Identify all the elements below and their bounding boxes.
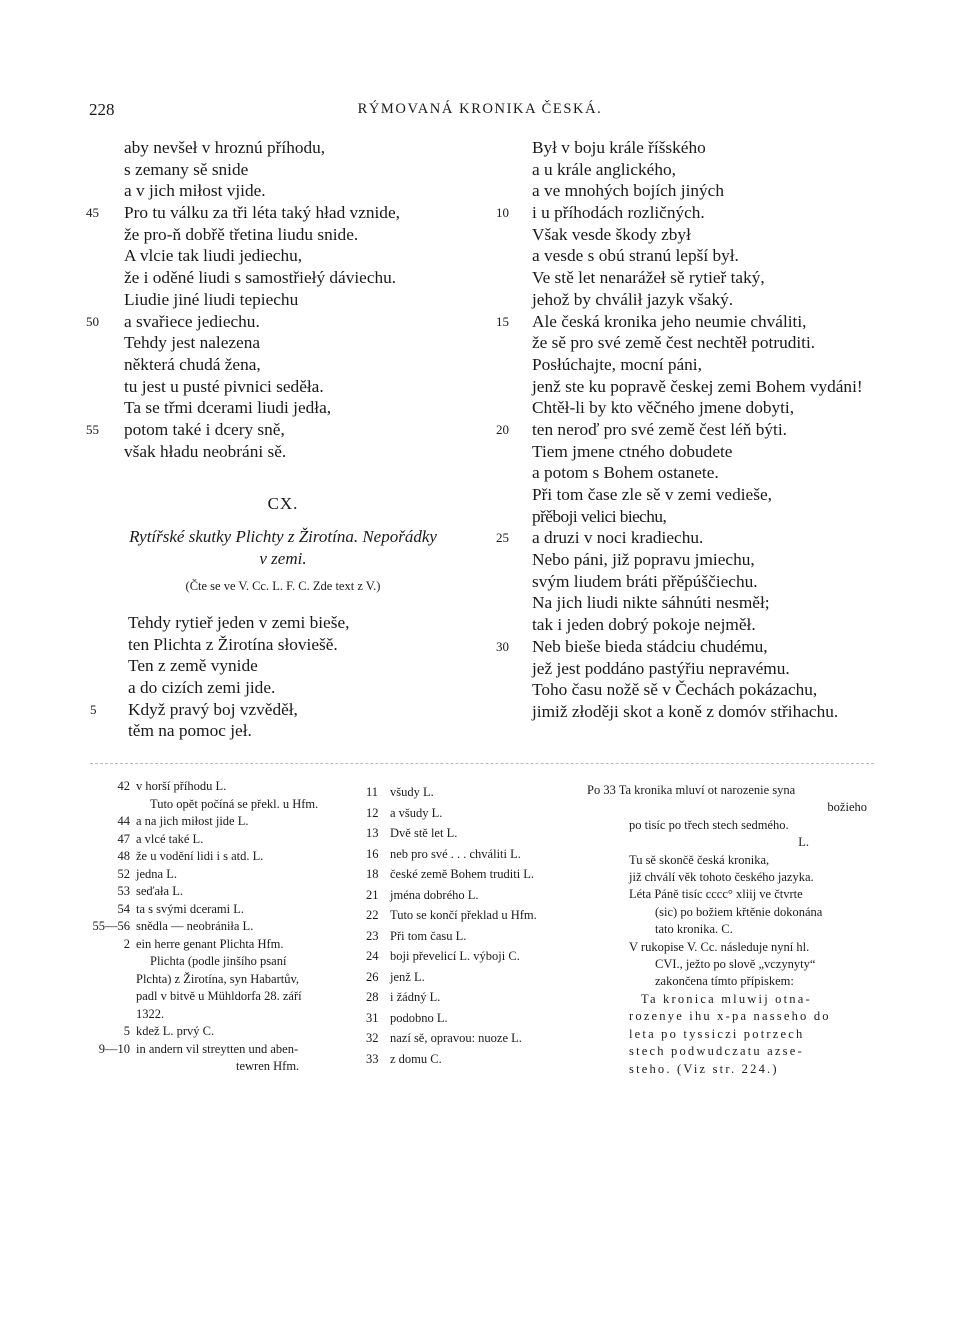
footnote-text: všudy L. [390,785,434,799]
footnote-text: seďała L. [136,884,183,898]
verse-line [532,441,877,463]
footnote-text: 1322. [136,1006,165,1021]
verse-line [532,354,877,376]
footnote-text: z domu C. [390,1051,442,1066]
footnote-text: snědla — neobrániła L. [136,919,254,933]
footnote [88,831,356,849]
footnote-line: po tisíc po třech stech sedmého. [629,817,789,832]
chapter-verse-column [90,612,488,742]
verse-text: a u krále anglického, [532,159,676,179]
footnote-line: V rukopise V. Cc. následuje nyní hl. [629,939,810,954]
footnote-ref [88,988,136,1006]
footnote-ref: 52 [117,866,130,881]
footnote [366,864,598,885]
verse-text: ten Plichta z Žirotína słoviešě. [128,634,338,654]
page-number: 228 [89,100,115,119]
chapter-title: Rytířské skutky Plichty z Žirotína. Nepořádky [129,527,437,546]
footnote-text: a všudy L. [390,805,443,820]
right-verse-column [496,137,877,853]
footnote-ref: 28 [366,990,379,1004]
footnote-text: ein herre genant Plichta Hfm. [136,936,284,951]
verse-line [532,180,877,202]
running-title: RÝMOVANÁ KRONIKA ČESKÁ. [357,101,603,117]
footnote [88,1006,356,1024]
footnote [88,918,356,936]
verse-text: Tehdy jest nalezena [124,333,261,353]
footnote [88,971,356,989]
verse-text: že i oděné liudi s samostřiełý dáviechu. [124,268,397,288]
footnote-ref: 16 [366,846,379,861]
verse-text: Ta se třmi dcerami liudi jedła, [124,398,332,418]
verse-text: Na jich liudi nikte sáhnúti nesměł; [532,593,770,613]
verse-line [532,614,877,636]
footnote [88,813,356,831]
verse-text: potom také i dcery sně, [124,419,285,439]
verse-text: tak i jeden dobrý pokoje nejměł. [532,615,756,635]
verse-line [532,289,877,311]
verse-text: Ve stě let nenarážeł sě rytieř taký, [532,268,765,288]
footnote [366,905,598,926]
footnote-line: Po 33 Ta kronika mluví ot narozenie syna [587,783,796,797]
verse-text: Pro tu válku za tři léta taký hład vznide, [124,203,400,223]
footnote-ref: 33 [366,1051,379,1066]
verse-text: Toho času nožě sě v Čechách pokázachu, [532,680,818,700]
footnotes-middle [366,782,598,1069]
footnote-ref: 32 [366,1031,379,1045]
footnote [88,1058,356,1076]
verse-line [532,397,877,419]
footnote-ref: 12 [366,805,379,820]
verse-line [128,655,488,677]
footnote [366,987,598,1008]
footnote-line: leta po tyssiczi potrzech [629,1026,805,1041]
footnote [88,778,356,796]
verse-text: aby nevšeł v hroznú příhodu, [124,138,326,157]
footnote-ref: 13 [366,826,379,840]
verse-line [532,224,877,246]
footnote [88,796,356,814]
verse-text: jimiž złoději skot a koně z domóv střihachu. [532,701,839,721]
footnote-text: jenž L. [390,969,425,984]
footnote-text: jedna L. [136,866,177,881]
footnote-ref: 11 [366,785,379,799]
footnote [88,1023,356,1041]
footnote-ref: 18 [366,867,379,881]
verse-line [496,419,877,441]
line-number: 5 [90,701,97,717]
footnote-line: (sic) po božiem křtěnie dokonána [655,904,823,919]
verse-text: že sě pro své země čest nechtěł potruditi. [532,333,816,353]
footnote-ref: 5 [123,1024,130,1038]
verse-line [124,180,484,202]
verse-text: A vlcie tak liudi jediechu, [124,246,303,266]
verse-text: s zemany sě snide [124,159,249,179]
footnote-ref: 23 [366,928,379,943]
footnote [366,782,598,803]
verse-text: a do cizích zemi jide. [128,678,276,698]
verse-line [128,677,488,699]
verse-line [496,527,877,549]
footnote [366,1049,598,1070]
footnote-text: nazí sě, opravou: nuoze L. [390,1031,522,1045]
verse-text: Neb bieše bieda stádciu chudému, [532,636,768,656]
verse-text: však hładu neobráni sě. [124,441,287,461]
footnote-line: steho. (Viz str. 224.) [629,1061,779,1076]
footnote-text: a vlcé také L. [136,831,204,846]
verse-text: Ten z země vynide [128,656,258,676]
verse-line [532,137,877,159]
line-number: 55 [86,421,99,437]
verse-text: a vesde s obú stranú lepší był. [532,246,739,266]
verse-text: Nebo páni, již popravu jmiechu, [532,550,755,570]
line-number: 10 [496,205,509,221]
footnote [88,936,356,954]
verse-line [496,636,877,658]
footnote-text: v horší příhodu L. [136,779,227,793]
footnote-ref: 55—56 [92,919,130,933]
chapter-source-note: (Čte se ve V. Cc. L. F. C. Zde text z V.) [185,579,381,593]
footnote-text: tewren Hfm. [236,1059,300,1073]
verse-text: některá chudá žena, [124,354,261,374]
footnote [366,926,598,947]
footnote-text: ta s svými dcerami L. [136,901,244,916]
verse-line [532,484,877,506]
verse-line [532,462,877,484]
footnote-ref: 22 [366,908,379,922]
verse-line [86,202,484,224]
line-number: 25 [496,530,509,546]
footnote-line: Léta Páně tisíc cccc° xliij ve čtvrte [629,887,803,902]
footnote [366,803,598,824]
footnote-line: Ta kronica mluwij otna- [641,991,812,1006]
footnote-text: Plchta) z Žirotína, syn Habartův, [136,971,300,986]
footnote [88,988,356,1006]
verse-line [128,612,488,634]
line-number: 45 [86,205,99,221]
verse-line [124,245,484,267]
verse-text: jenž ste ku popravě českej zemi Bohem vydáni! [532,376,863,396]
footnote [88,1041,356,1059]
footnote-text: a na jich miłost jide L. [136,814,249,828]
verse-line [532,549,877,571]
footnote-text: neb pro své . . . chváliti L. [390,846,521,861]
verse-text: Tiem jmene ctného dobudete [532,441,733,461]
verse-line [90,699,488,721]
chapter-number: CX. [267,494,299,513]
footnote-line: božieho [827,800,867,815]
footnote-ref [88,971,136,989]
verse-line [124,159,484,181]
verse-line [532,592,877,614]
verse-line [86,419,484,441]
footnotes-left [88,778,356,1076]
footnote-text: in andern vil streytten und aben- [136,1041,299,1056]
footnote-ref: 44 [117,814,130,828]
footnote-ref: 42 [117,779,130,793]
verse-text: a ve mnohých bojích jiných [532,181,724,201]
footnote-line: zakončena tímto přípiskem: [655,974,794,989]
footnote-ref: 54 [117,901,130,916]
footnote-text: i žádný L. [390,990,441,1004]
verse-text: Posłúchajte, mocní páni, [532,354,702,374]
verse-text: Tehdy rytieř jeden v zemi bieše, [128,613,350,632]
footnote-divider [90,763,874,764]
verse-line [124,354,484,376]
verse-line [532,723,877,745]
verse-text: a v jich miłost vjide. [124,181,266,201]
verse-line [124,376,484,398]
verse-text: a svařiece jediechu. [124,311,260,331]
footnote-ref: 31 [366,1010,379,1025]
footnote-ref: 24 [366,949,379,963]
verse-line [124,137,484,159]
footnote [88,901,356,919]
footnote-text: jména dobrého L. [390,887,479,902]
verse-text: svým liudem bráti přěpúščiechu. [532,571,758,591]
verse-line [124,267,484,289]
verse-line [532,701,877,723]
footnote-ref: 48 [117,849,130,863]
verse-line [532,332,877,354]
footnote-ref: 47 [117,831,130,846]
footnote [88,866,356,884]
footnote [88,883,356,901]
verse-text: přěboji velici biechu, [532,506,667,526]
footnote-ref [88,953,136,971]
footnote-text: Tuto opět počíná se překl. u Hfm. [150,796,319,811]
verse-line [124,289,484,311]
footnote-line: stech podwudczatu azse- [629,1044,804,1059]
footnotes-right [587,782,873,1078]
verse-line [532,571,877,593]
footnote [366,844,598,865]
footnote-ref: 9—10 [98,1041,130,1056]
footnote-ref [88,1006,136,1024]
footnote-ref: 21 [366,887,379,902]
verse-line [128,720,488,742]
verse-line [532,506,877,528]
verse-line [124,441,484,463]
footnote-text: padl v bitvě u Mühldorfa 28. září [136,989,302,1003]
verse-text: že pro-ň dobřě třetina liudu snide. [124,224,359,244]
verse-text: Při tom čase zle sě v zemi vedieše, [532,485,772,504]
footnote-text: Dvě stě let L. [390,826,458,840]
verse-line [124,224,484,246]
verse-text: a druzi v noci kradiechu. [532,528,704,548]
footnote [366,1028,598,1049]
verse-line [532,159,877,181]
left-verse-column [86,137,484,462]
verse-line [496,202,877,224]
verse-text: jehož by chválił jazyk všaký. [532,289,734,309]
footnote-text: české země Bohem truditi L. [390,867,535,881]
chapter-heading [88,494,478,594]
footnote-text: Při tom času L. [390,928,467,943]
footnote-text: boji převelicí L. výboji C. [390,949,520,963]
verse-line [532,267,877,289]
footnote [366,885,598,906]
verse-text: Był v boju krále říšského [532,138,706,157]
footnote-ref: 53 [117,884,130,898]
footnote-line: CVI., ježto po slově „vczynyty“ [655,957,816,972]
footnote-line: již chválí věk tohoto českého jazyka. [629,870,814,885]
footnote-ref [88,796,136,814]
verse-text: ten neroď pro své země čest léň býti. [532,419,787,439]
verse-line [86,311,484,333]
footnote [366,823,598,844]
verse-line [532,679,877,701]
verse-text: Však vesde škody zbył [532,224,691,244]
footnote-line: tato kronika. C. [655,922,733,937]
verse-text: Liudie jiné liudi tepiechu [124,289,299,309]
verse-line [532,376,877,398]
verse-text: tu jest u pusté pivnici seděła. [124,376,324,396]
verse-line [532,245,877,267]
line-number: 50 [86,313,99,329]
verse-text: Ale česká kronika jeho neumie chváliti, [532,311,807,331]
verse-line [496,311,877,333]
verse-text: jež jest poddáno pastýřiu nepravému. [532,658,790,678]
verse-line [124,397,484,419]
footnote-ref: 2 [123,936,130,951]
verse-line [128,634,488,656]
footnote-text: kdež L. prvý C. [136,1024,215,1038]
footnote [88,848,356,866]
footnote-line: L. [798,835,809,850]
footnote-ref: 26 [366,969,379,984]
verse-line [532,658,877,680]
verse-text: a potom s Bohem ostanete. [532,463,719,483]
footnote [366,946,598,967]
verse-text: Když pravý boj vzvěděł, [128,699,298,719]
chapter-title-continued: v zemi. [259,548,307,568]
verse-text: i u příhodách rozličných. [532,203,705,223]
footnote [366,1008,598,1029]
footnote-text: Plichta (podle jinšího psaní [150,954,287,968]
verse-text: těm na pomoc jeł. [128,721,252,741]
verse-line [124,332,484,354]
line-number: 30 [496,638,509,654]
footnote-text: Tuto se končí překlad u Hfm. [390,908,537,922]
footnote [366,967,598,988]
footnote-ref [88,1058,136,1076]
line-number: 15 [496,313,509,329]
line-number: 20 [496,421,509,437]
footnote [88,953,356,971]
verse-text: Chtěł-li by kto věčného jmene dobyti, [532,398,795,418]
footnote-text: podobno L. [390,1010,448,1025]
footnote-line: Tu sě skončě česká kronika, [629,852,770,867]
footnote-line: rozenye ihu x-pa nasseho do [629,1009,831,1024]
footnote-text: že u vodění lidi i s atd. L. [136,849,264,863]
